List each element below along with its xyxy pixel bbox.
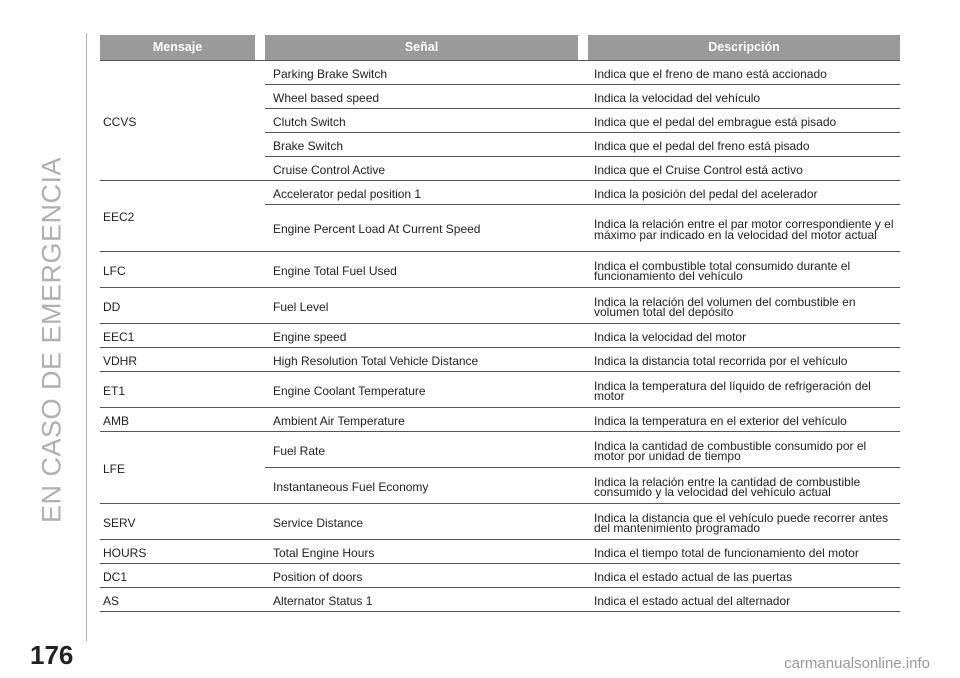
message-cell: DD xyxy=(100,287,265,323)
table-row xyxy=(100,180,900,204)
description-cell: Indica el estado actual de las puertas xyxy=(588,563,900,587)
description-cell: Indica la posición del pedal del acelerador xyxy=(588,180,900,204)
description-cell: Indica la distancia total recorrida por el vehículo xyxy=(588,347,900,371)
message-cell: HOURS xyxy=(100,539,265,563)
watermark-text: carmanualsonline.info xyxy=(784,655,930,672)
description-cell: Indica la cantidad de combustible consumido por el motor por unidad de tiempo xyxy=(588,431,900,467)
signal-cell: Fuel Rate xyxy=(265,431,588,467)
message-cell: LFC xyxy=(100,251,265,287)
signal-cell: Service Distance xyxy=(265,503,588,539)
table-row xyxy=(100,60,900,84)
signal-cell: Cruise Control Active xyxy=(265,156,588,180)
description-cell: Indica que el pedal del embrague está pisado xyxy=(588,108,900,132)
message-cell: SERV xyxy=(100,503,265,539)
message-cell: CCVS xyxy=(100,60,265,180)
description-cell: Indica la relación entre la cantidad de combustible consumido y la velocidad del vehículo actual xyxy=(588,467,900,503)
table-row xyxy=(100,347,900,371)
description-cell: Indica el estado actual del alternador xyxy=(588,587,900,612)
table-row xyxy=(100,323,900,347)
table-row xyxy=(100,431,900,467)
description-cell: Indica que el pedal del freno está pisado xyxy=(588,132,900,156)
description-cell: Indica la velocidad del motor xyxy=(588,323,900,347)
messages-table xyxy=(100,35,900,612)
table-row xyxy=(100,563,900,587)
message-cell: VDHR xyxy=(100,347,265,371)
message-cell: AS xyxy=(100,587,265,612)
signal-cell: Total Engine Hours xyxy=(265,539,588,563)
message-cell: AMB xyxy=(100,407,265,431)
signal-cell: Accelerator pedal position 1 xyxy=(265,180,588,204)
message-cell: EEC2 xyxy=(100,180,265,251)
message-cell: DC1 xyxy=(100,563,265,587)
signal-cell: Position of doors xyxy=(265,563,588,587)
table-row xyxy=(100,587,900,612)
description-cell: Indica el combustible total consumido durante el funcionamiento del vehículo xyxy=(588,251,900,287)
table-row xyxy=(100,251,900,287)
signal-cell: Alternator Status 1 xyxy=(265,587,588,612)
table-header-row xyxy=(100,35,900,60)
table-row xyxy=(100,407,900,431)
page-number: 176 xyxy=(30,640,74,670)
description-cell: Indica la relación entre el par motor correspondiente y el máximo par indicado en la velocidad del motor actual xyxy=(588,204,900,251)
header-descripcion: Descripción xyxy=(588,35,900,60)
signal-cell: Instantaneous Fuel Economy xyxy=(265,467,588,503)
message-cell: EEC1 xyxy=(100,323,265,347)
table-row xyxy=(100,503,900,539)
margin-divider xyxy=(86,33,87,641)
signal-cell: Engine Percent Load At Current Speed xyxy=(265,204,588,251)
description-cell: Indica la temperatura en el exterior del vehículo xyxy=(588,407,900,431)
header-senal: Señal xyxy=(265,35,588,60)
message-cell: ET1 xyxy=(100,371,265,407)
description-cell: Indica la distancia que el vehículo puede recorrer antes del mantenimiento programado xyxy=(588,503,900,539)
signal-cell: High Resolution Total Vehicle Distance xyxy=(265,347,588,371)
signal-cell: Engine Coolant Temperature xyxy=(265,371,588,407)
signal-cell: Clutch Switch xyxy=(265,108,588,132)
description-cell: Indica la temperatura del líquido de refrigeración del motor xyxy=(588,371,900,407)
signal-cell: Parking Brake Switch xyxy=(265,60,588,84)
signal-cell: Brake Switch xyxy=(265,132,588,156)
signal-cell: Fuel Level xyxy=(265,287,588,323)
description-cell: Indica la relación del volumen del combustible en volumen total del depósito xyxy=(588,287,900,323)
message-cell: LFE xyxy=(100,431,265,503)
signal-cell: Engine speed xyxy=(265,323,588,347)
header-mensaje: Mensaje xyxy=(100,35,265,60)
table-row xyxy=(100,539,900,563)
signal-cell: Engine Total Fuel Used xyxy=(265,251,588,287)
description-cell: Indica que el Cruise Control está activo xyxy=(588,156,900,180)
signal-cell: Wheel based speed xyxy=(265,84,588,108)
signal-cell: Ambient Air Temperature xyxy=(265,407,588,431)
description-cell: Indica el tiempo total de funcionamiento del motor xyxy=(588,539,900,563)
section-side-title: EN CASO DE EMERGENCIA xyxy=(36,156,67,524)
table-row xyxy=(100,287,900,323)
description-cell: Indica que el freno de mano está accionado xyxy=(588,60,900,84)
description-cell: Indica la velocidad del vehículo xyxy=(588,84,900,108)
table-row xyxy=(100,371,900,407)
